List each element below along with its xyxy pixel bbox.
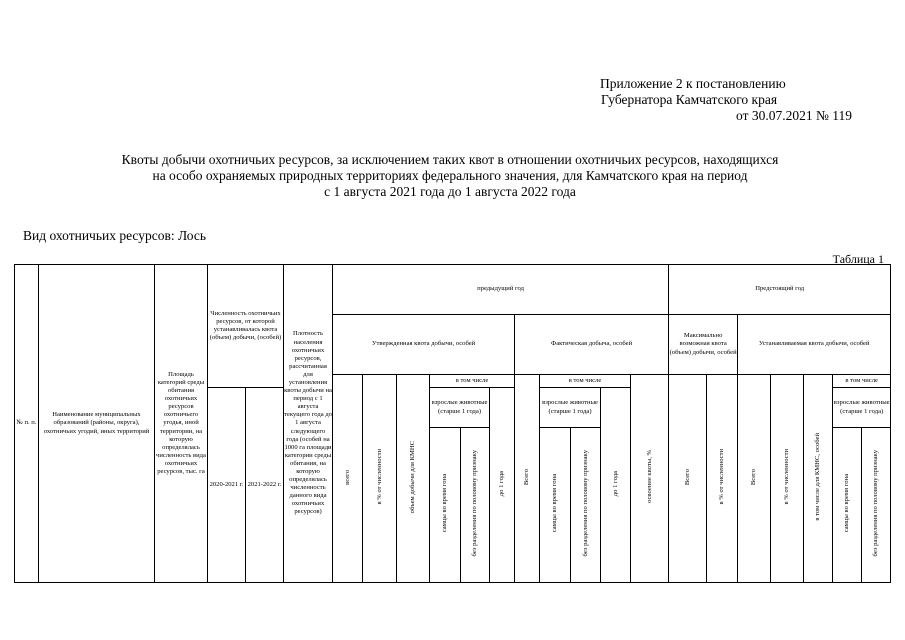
set-including: в том числе	[833, 375, 891, 388]
set-pct: в % от численности	[771, 375, 804, 583]
set-total: Всего	[738, 375, 771, 583]
appendix-line-3: от 30.07.2021 № 119	[736, 108, 852, 123]
quota-use: освоение квоты, %	[631, 375, 669, 583]
col-area-header: Площадь категорий среды обитания охотничьих ресурсов охотничьего угодья, иной территории, на которую определялась численность вида охотничьих ресурсов, тыс. га	[155, 265, 208, 583]
set-quota-header: Устанавливаемая квота добычи, особей	[738, 315, 891, 375]
title-line-1: Квоты добычи охотничьих ресурсов, за исключением таких квот в отношении охотничьих ресурсов, находящихся	[121, 152, 779, 167]
col-name-header: Наименование муниципальных образований (районы, округа), охотничьих угодий, иных территорий	[39, 265, 155, 583]
appendix-note	[600, 76, 852, 124]
approved-pct: в % от численности	[363, 375, 397, 583]
species-line: Вид охотничьих ресурсов: Лось	[23, 228, 207, 243]
col-density-header: Плотность населения охотничьих ресурсов, рассчитанная для установления квоты добычи на период с 1 августа текущего года до 1 августа следующего года (особей на 1000 га площади категории среды обитания, на которую определялась численность данного вида охотничьих ресурсов)	[284, 265, 333, 583]
col-num-header: № п. п.	[15, 265, 39, 583]
col-population-header: Численность охотничьих ресурсов, от которой устанавливалась квота (объем) добычи, (особей)	[208, 265, 284, 388]
appendix-line-1: Приложение 2 к постановлению	[600, 76, 786, 91]
approved-under1: до 1 года	[490, 388, 515, 583]
approved-kmns: объем добычи для КМНС	[397, 375, 430, 583]
actual-no-sex: без разделения по половому признаку	[571, 428, 601, 583]
approved-total: всего	[333, 375, 363, 583]
max-possible-header: Максимально возможная квота (объем) добычи, особей	[669, 315, 738, 375]
actual-under1: до 1 года	[601, 388, 631, 583]
actual-adults: взрослые животные (старше 1 года)	[540, 388, 601, 428]
set-kmns: в том числе для КМНС, особей	[804, 375, 833, 583]
table-label: Таблица 1	[832, 252, 884, 266]
approved-adults: взрослые животные (старше 1 года)	[430, 388, 490, 428]
year-2020: 2020-2021 г.	[208, 388, 246, 583]
approved-males-rut: самцы во время гона	[430, 428, 461, 583]
actual-males-rut: самцы во время гона	[540, 428, 571, 583]
max-total: Всего	[669, 375, 707, 583]
approved-including: в том числе	[430, 375, 515, 388]
title-line-3: с 1 августа 2021 года до 1 августа 2022 года	[324, 184, 576, 199]
title-line-2: на особо охраняемых природных территориях федерального значения, для Камчатского края на период	[152, 168, 748, 183]
actual-harvest-header: Фактическая добыча, особей	[515, 315, 669, 375]
quota-table	[14, 264, 891, 583]
set-males-rut: самцы во время гона	[833, 428, 862, 583]
approved-no-sex: без разделения по половому признаку	[461, 428, 490, 583]
document-title	[20, 152, 880, 200]
actual-including: в том числе	[540, 375, 631, 388]
set-adults: взрослые животные (старше 1 года)	[833, 388, 891, 428]
appendix-line-2: Губернатора Камчатского края	[601, 92, 778, 107]
actual-total: Всего	[515, 375, 540, 583]
next-year-header: Предстоящий год	[669, 265, 891, 315]
max-pct: в % от численности	[707, 375, 738, 583]
set-no-sex: без разделения по половому признаку	[862, 428, 891, 583]
year-2021: 2021-2022 г.	[246, 388, 284, 583]
approved-quota-header: Утвержденная квота добычи, особей	[333, 315, 515, 375]
prev-year-header: предыдущий год	[333, 265, 669, 315]
